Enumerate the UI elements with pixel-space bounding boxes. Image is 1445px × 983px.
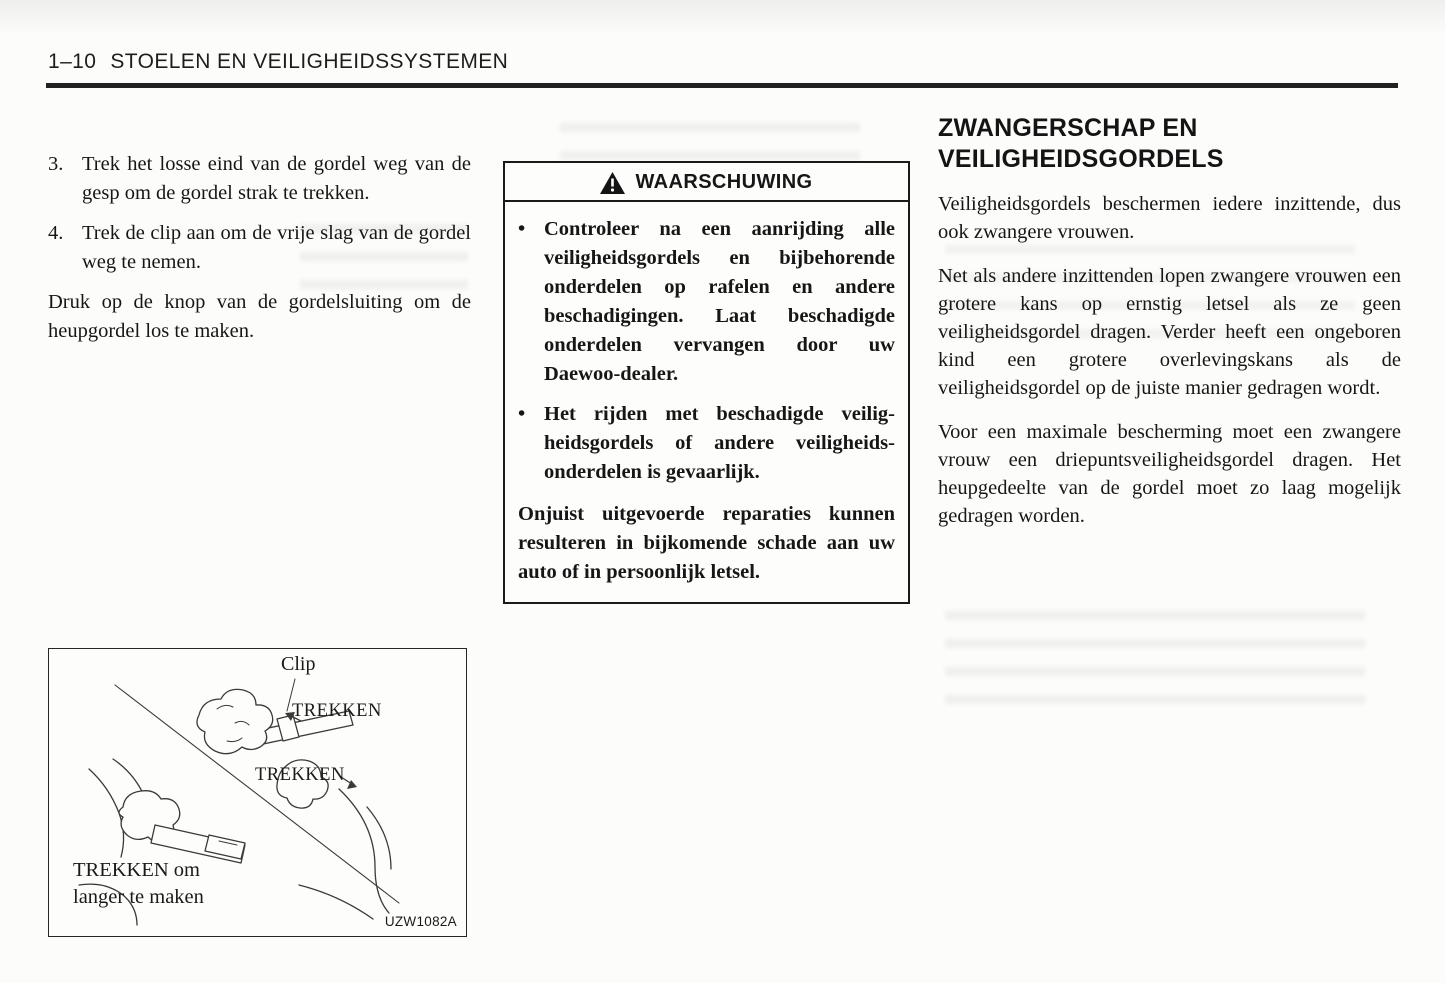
header-rule [46,83,1398,88]
body-paragraph: Net als andere inzittenden lopen zwangere vrouwen een grotere kans op ernstig letsel als ze geen veiligheidsgordel dragen. Verder heeft een ongeboren kind een grotere overlevingskans als de veiligheidsgordel op de juiste manier gedragen wordt. [938,265,1401,399]
list-text: Trek het losse eind van de gordel weg van de gesp om de gordel strak te trekken. [82,153,471,204]
left-column [48,150,471,346]
warning-bullet-text: Controleer na een aanrijding alle veiligheidsgordels en bijbehorende onderdelen op rafelen en andere beschadigingen. Laat beschadigde onderdelen vervangen door uw Daewoo-dealer. [544,218,895,385]
warning-bullet [518,400,895,487]
list-number: 3. [48,153,64,175]
chapter-title: STOELEN EN VEILIGHEIDSSYSTEMEN [110,50,509,73]
figure-label-pull-lower: TREKKEN [255,765,345,785]
bleedthrough-smudge [945,608,1365,704]
list-item [48,150,471,208]
scan-shading [0,0,1445,36]
list-number: 4. [48,222,64,244]
figure-code: UZW1082A [384,914,457,929]
bullet-marker: • [518,403,526,425]
warning-bullet [518,215,895,389]
warning-title: WAARSCHUWING [635,171,813,193]
bullet-marker: • [518,218,526,240]
figure-label-clip: Clip [281,653,316,675]
heading-line: ZWANGERSCHAP EN [938,114,1198,142]
body-paragraph: Voor een maximale bescherming moet een zwangere vrouw een driepuntsveiligheidsgordel dragen. Het heupgedeelte van de gordel moet zo laag mogelijk gedragen worden. [938,421,1401,527]
figure-label-pull-upper: TREKKEN [292,701,382,721]
page-header [48,50,508,74]
warning-note: Onjuist uitgevoerde reparaties kunnen resulteren in bijkomende schade aan uw auto of in persoonlijk letsel. [518,503,895,583]
warning-bullet-text: Het rijden met beschadigde veiligheidsgordels of andere veiligheidsonderdelen is gevaarlijk. [544,403,895,483]
section-heading [938,113,1401,175]
warning-box [503,161,910,604]
bleedthrough-smudge [560,118,860,160]
warning-triangle-icon [600,172,625,194]
figure-box [48,648,467,937]
heading-line: VEILIGHEIDSGORDELS [938,145,1224,173]
right-column [938,113,1401,546]
list-item [48,219,471,277]
body-paragraph: Druk op de knop van de gordelsluiting om de heupgordel los te maken. [48,291,471,342]
warning-header [505,163,908,202]
figure-label-extend: TREKKEN om langer te maken [73,859,204,908]
warning-body [505,202,908,602]
page-number: 1–10 [48,50,97,73]
body-paragraph: Veiligheidsgordels beschermen iedere inzittende, dus ook zwangere vrouwen. [938,193,1401,243]
list-text: Trek de clip aan om de vrije slag van de gordel weg te nemen. [82,222,471,273]
